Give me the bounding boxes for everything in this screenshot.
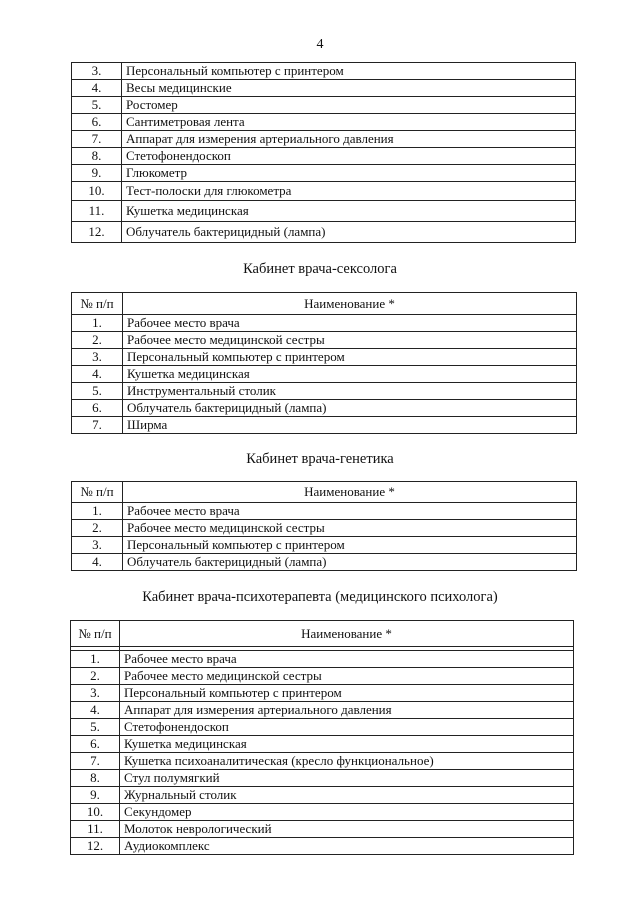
table-row <box>71 838 574 855</box>
column-header-number: № п/п <box>72 482 123 503</box>
column-header-name: Наименование * <box>123 293 577 315</box>
row-name: Молоток неврологический <box>120 821 574 838</box>
table-row <box>71 787 574 804</box>
row-number: 9. <box>71 787 120 804</box>
row-name: Аппарат для измерения артериального давления <box>122 131 576 148</box>
row-number: 4. <box>72 80 122 97</box>
row-name: Глюкометр <box>122 165 576 182</box>
row-name: Рабочее место врача <box>123 503 577 520</box>
table-row <box>72 201 576 222</box>
row-name: Стетофонендоскоп <box>122 148 576 165</box>
table-row <box>71 753 574 770</box>
row-name: Персональный компьютер с принтером <box>120 685 574 702</box>
row-name: Облучатель бактерицидный (лампа) <box>123 400 577 417</box>
table-row <box>72 383 577 400</box>
table-row <box>71 821 574 838</box>
row-number: 3. <box>72 537 123 554</box>
sexologist-equipment-table <box>71 292 577 434</box>
row-name: Аудиокомплекс <box>120 838 574 855</box>
row-number: 5. <box>72 97 122 114</box>
row-name: Рабочее место медицинской сестры <box>123 520 577 537</box>
row-number: 1. <box>72 503 123 520</box>
section-title-geneticist: Кабинет врача-генетика <box>246 451 394 467</box>
row-number: 1. <box>71 651 120 668</box>
table-row <box>72 417 577 434</box>
table-row <box>71 651 574 668</box>
geneticist-equipment-table <box>71 481 577 571</box>
row-name: Рабочее место медицинской сестры <box>123 332 577 349</box>
row-number: 2. <box>71 668 120 685</box>
table-row <box>71 770 574 787</box>
row-name: Инструментальный столик <box>123 383 577 400</box>
section-title-sexologist: Кабинет врача-сексолога <box>243 261 397 277</box>
row-number: 7. <box>72 131 122 148</box>
table-header-row <box>72 293 577 315</box>
row-number: 11. <box>72 201 122 222</box>
table-row <box>72 114 576 131</box>
table-row <box>72 182 576 201</box>
section-title-psychotherapist: Кабинет врача-психотерапевта (медицинского психолога) <box>142 589 498 605</box>
table-row <box>72 97 576 114</box>
row-name: Тест-полоски для глюкометра <box>122 182 576 201</box>
table-row <box>72 537 577 554</box>
psychotherapist-equipment-table <box>70 620 574 855</box>
row-name: Кушетка психоаналитическая (кресло функциональное) <box>120 753 574 770</box>
table-row <box>72 520 577 537</box>
row-number: 8. <box>72 148 122 165</box>
row-name: Стул полумягкий <box>120 770 574 787</box>
row-number: 6. <box>71 736 120 753</box>
table-row <box>72 503 577 520</box>
continued-equipment-table <box>71 62 576 243</box>
table-row <box>71 668 574 685</box>
row-number: 8. <box>71 770 120 787</box>
row-number: 3. <box>72 349 123 366</box>
table-row <box>72 165 576 182</box>
row-number: 12. <box>71 838 120 855</box>
row-name: Журнальный столик <box>120 787 574 804</box>
row-number: 3. <box>71 685 120 702</box>
row-number: 6. <box>72 400 123 417</box>
column-header-number: № п/п <box>71 621 120 647</box>
row-number: 3. <box>72 63 122 80</box>
row-name: Секундомер <box>120 804 574 821</box>
row-number: 6. <box>72 114 122 131</box>
row-name: Аппарат для измерения артериального давления <box>120 702 574 719</box>
row-number: 5. <box>72 383 123 400</box>
table-row <box>71 702 574 719</box>
row-name: Кушетка медицинская <box>123 366 577 383</box>
page-number: 4 <box>316 37 324 52</box>
table-row <box>72 400 577 417</box>
table-row <box>71 804 574 821</box>
row-number: 10. <box>71 804 120 821</box>
row-number: 4. <box>71 702 120 719</box>
row-number: 7. <box>71 753 120 770</box>
row-name: Рабочее место врача <box>120 651 574 668</box>
row-name: Ширма <box>123 417 577 434</box>
column-header-number: № п/п <box>72 293 123 315</box>
row-name: Стетофонендоскоп <box>120 719 574 736</box>
table-row <box>72 332 577 349</box>
table-row <box>71 719 574 736</box>
table-header-row <box>72 482 577 503</box>
row-name: Рабочее место медицинской сестры <box>120 668 574 685</box>
table-header-row <box>71 621 574 647</box>
table-row <box>72 80 576 97</box>
table-row <box>72 315 577 332</box>
table-row <box>72 63 576 80</box>
row-name: Рабочее место врача <box>123 315 577 332</box>
row-name: Облучатель бактерицидный (лампа) <box>123 554 577 571</box>
table-row <box>71 685 574 702</box>
row-name: Персональный компьютер с принтером <box>123 349 577 366</box>
row-number: 10. <box>72 182 122 201</box>
row-name: Кушетка медицинская <box>120 736 574 753</box>
row-name: Персональный компьютер с принтером <box>123 537 577 554</box>
row-name: Сантиметровая лента <box>122 114 576 131</box>
row-number: 11. <box>71 821 120 838</box>
column-header-name: Наименование * <box>123 482 577 503</box>
row-number: 9. <box>72 165 122 182</box>
row-number: 4. <box>72 554 123 571</box>
row-number: 2. <box>72 332 123 349</box>
table-row <box>72 131 576 148</box>
table-row <box>71 736 574 753</box>
table-row <box>72 148 576 165</box>
row-number: 12. <box>72 222 122 243</box>
row-name: Облучатель бактерицидный (лампа) <box>122 222 576 243</box>
table-row <box>72 554 577 571</box>
row-number: 5. <box>71 719 120 736</box>
row-name: Ростомер <box>122 97 576 114</box>
row-number: 1. <box>72 315 123 332</box>
table-row <box>72 366 577 383</box>
row-number: 4. <box>72 366 123 383</box>
row-number: 7. <box>72 417 123 434</box>
column-header-name: Наименование * <box>120 621 574 647</box>
row-name: Весы медицинские <box>122 80 576 97</box>
row-number: 2. <box>72 520 123 537</box>
table-row <box>72 222 576 243</box>
row-name: Персональный компьютер с принтером <box>122 63 576 80</box>
row-name: Кушетка медицинская <box>122 201 576 222</box>
table-row <box>72 349 577 366</box>
